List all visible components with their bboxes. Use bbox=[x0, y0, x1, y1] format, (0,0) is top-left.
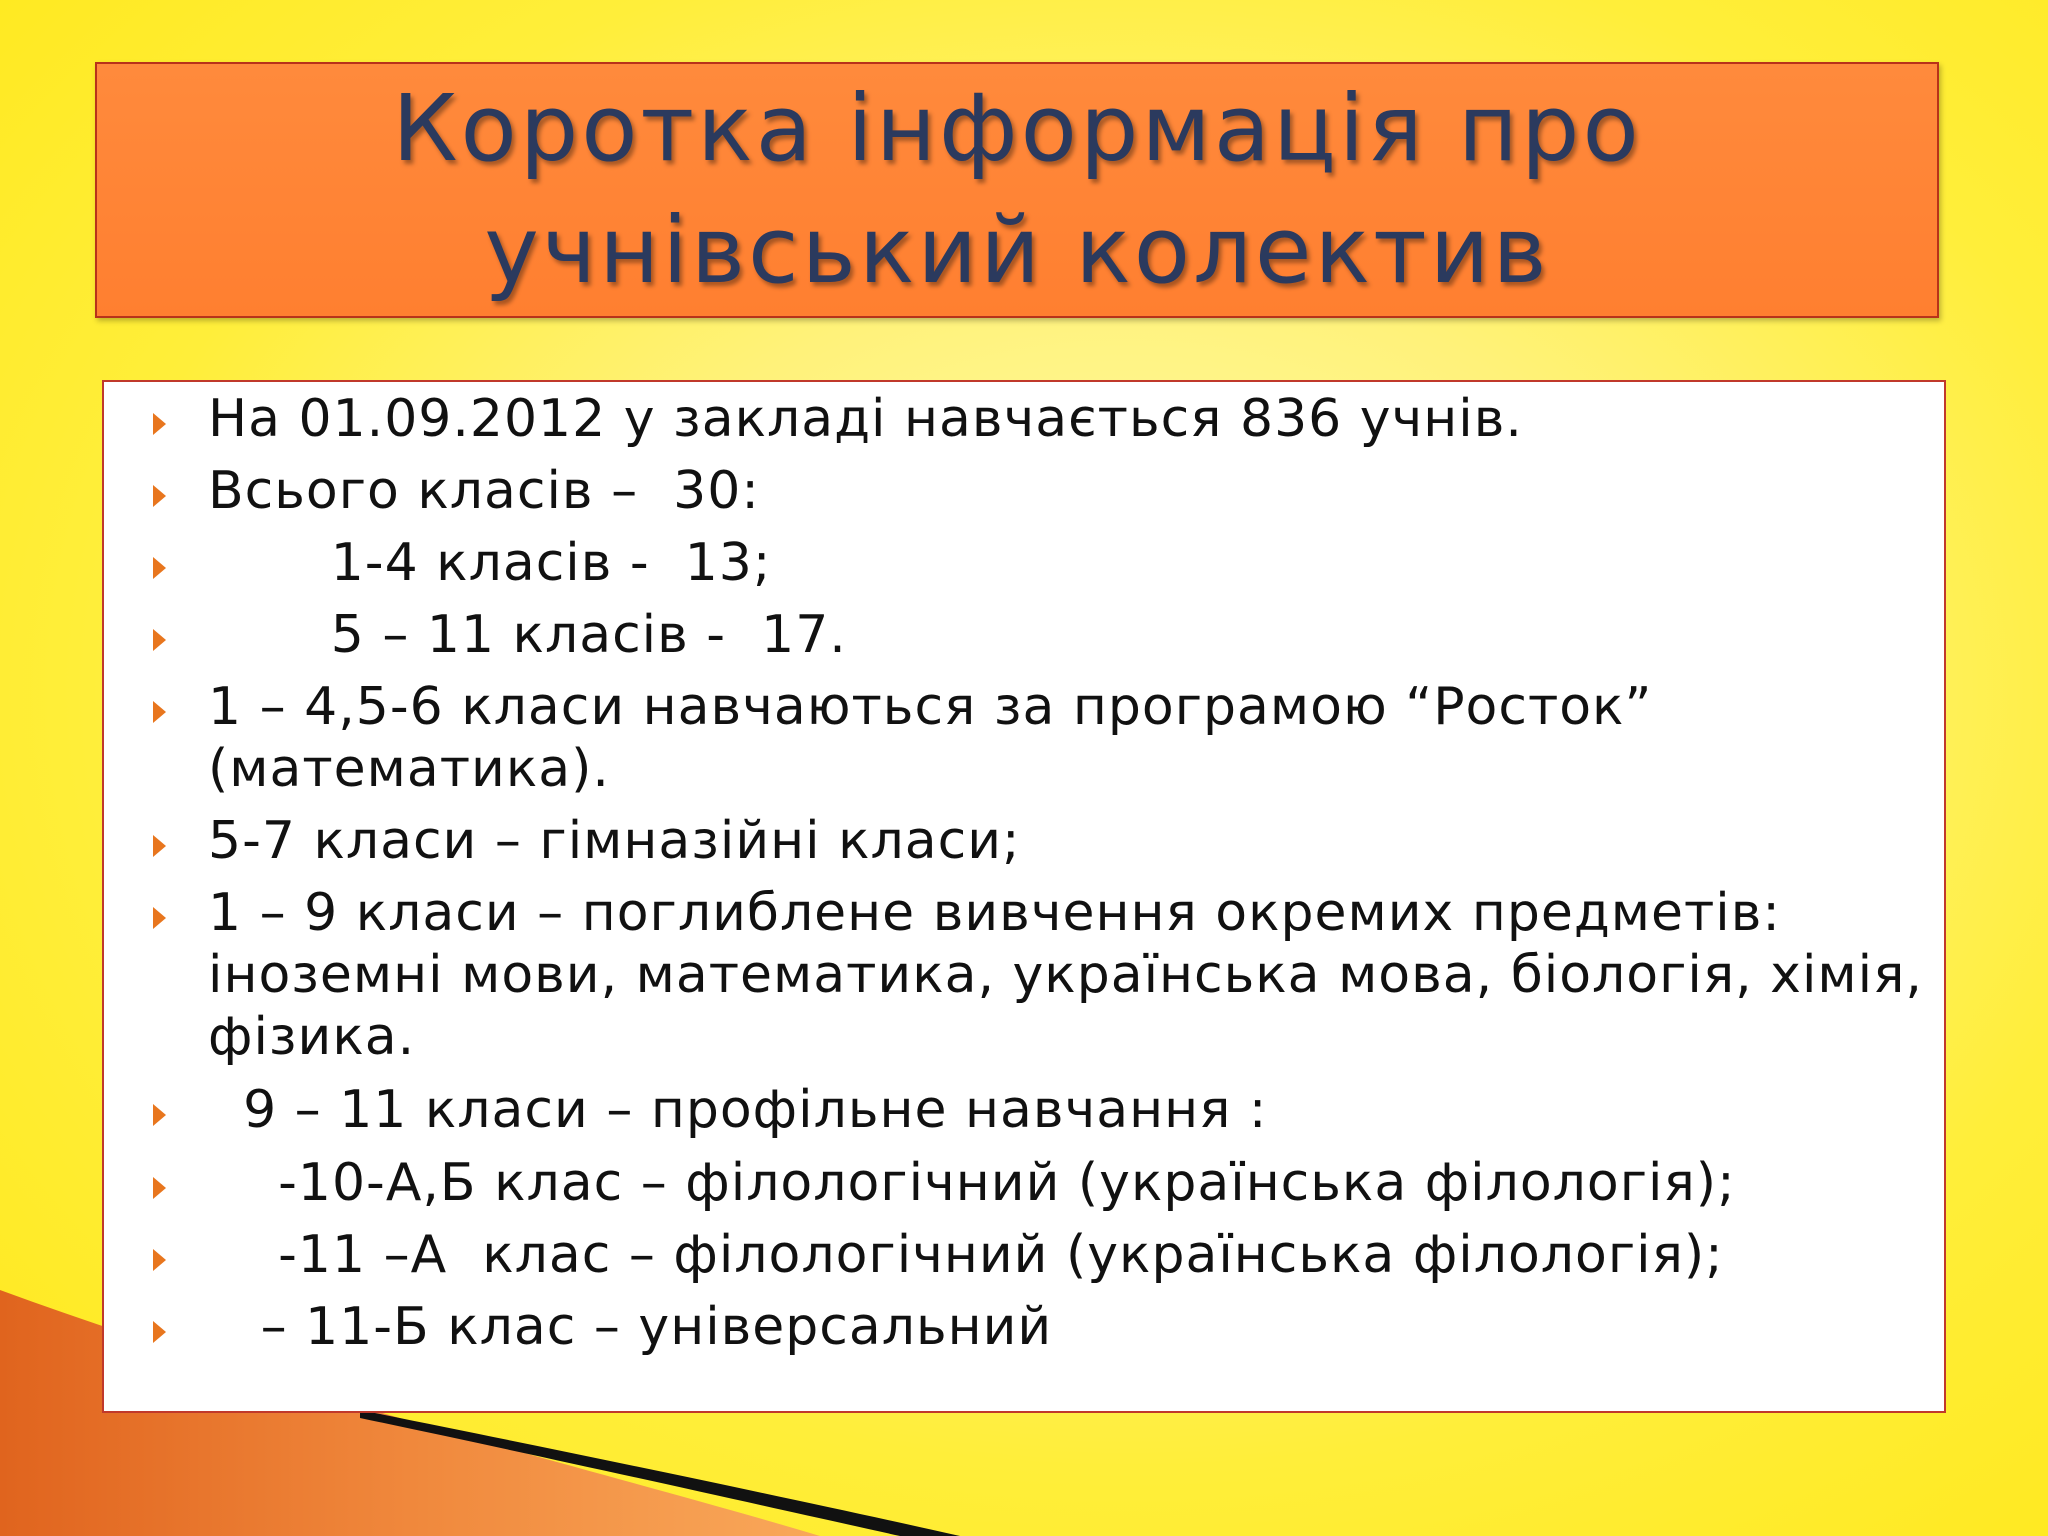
bullet-text: На 01.09.2012 у закладі навчається 836 учнів. bbox=[208, 389, 1523, 449]
bullet-arrow-icon bbox=[153, 1104, 166, 1126]
bullet-text: -11 –А клас – філологічний (українська філологія); bbox=[208, 1225, 1724, 1285]
bullet-text: – 11-Б клас – універсальний bbox=[208, 1297, 1053, 1357]
bullet-arrow-icon bbox=[153, 413, 166, 435]
bullet-arrow-icon bbox=[153, 1249, 166, 1271]
bullet-arrow-icon bbox=[153, 1321, 166, 1343]
bullet-text: 9 – 11 класи – профільне навчання : bbox=[208, 1080, 1268, 1140]
bullet-text: -10-А,Б клас – філологічний (українська філологія); bbox=[208, 1153, 1736, 1213]
bullet-text: 5 – 11 класів - 17. bbox=[208, 605, 847, 665]
bullet-text: 1-4 класів - 13; bbox=[208, 533, 772, 593]
bullet-text: 1 – 9 класи – поглиблене вивчення окремих предметів: іноземні мови, математика, українська мова, біологія, хімія, фізика. bbox=[208, 883, 1941, 1067]
bullet-arrow-icon bbox=[153, 557, 166, 579]
bullet-text: 5-7 класи – гімназійні класи; bbox=[208, 811, 1021, 871]
bullet-arrow-icon bbox=[153, 1177, 166, 1199]
bullet-arrow-icon bbox=[153, 629, 166, 651]
slide-title: Коротка інформація про учнівський колектив bbox=[392, 75, 1642, 304]
bullet-arrow-icon bbox=[153, 907, 166, 929]
bullet-text: 1 – 4,5-6 класи навчаються за програмою “Росток” (математика). bbox=[208, 677, 1670, 799]
content-box bbox=[102, 380, 1946, 1413]
bullet-text: Всього класів – 30: bbox=[208, 461, 760, 521]
bullet-arrow-icon bbox=[153, 835, 166, 857]
bullet-arrow-icon bbox=[153, 701, 166, 723]
title-banner bbox=[95, 62, 1939, 318]
bullet-arrow-icon bbox=[153, 485, 166, 507]
